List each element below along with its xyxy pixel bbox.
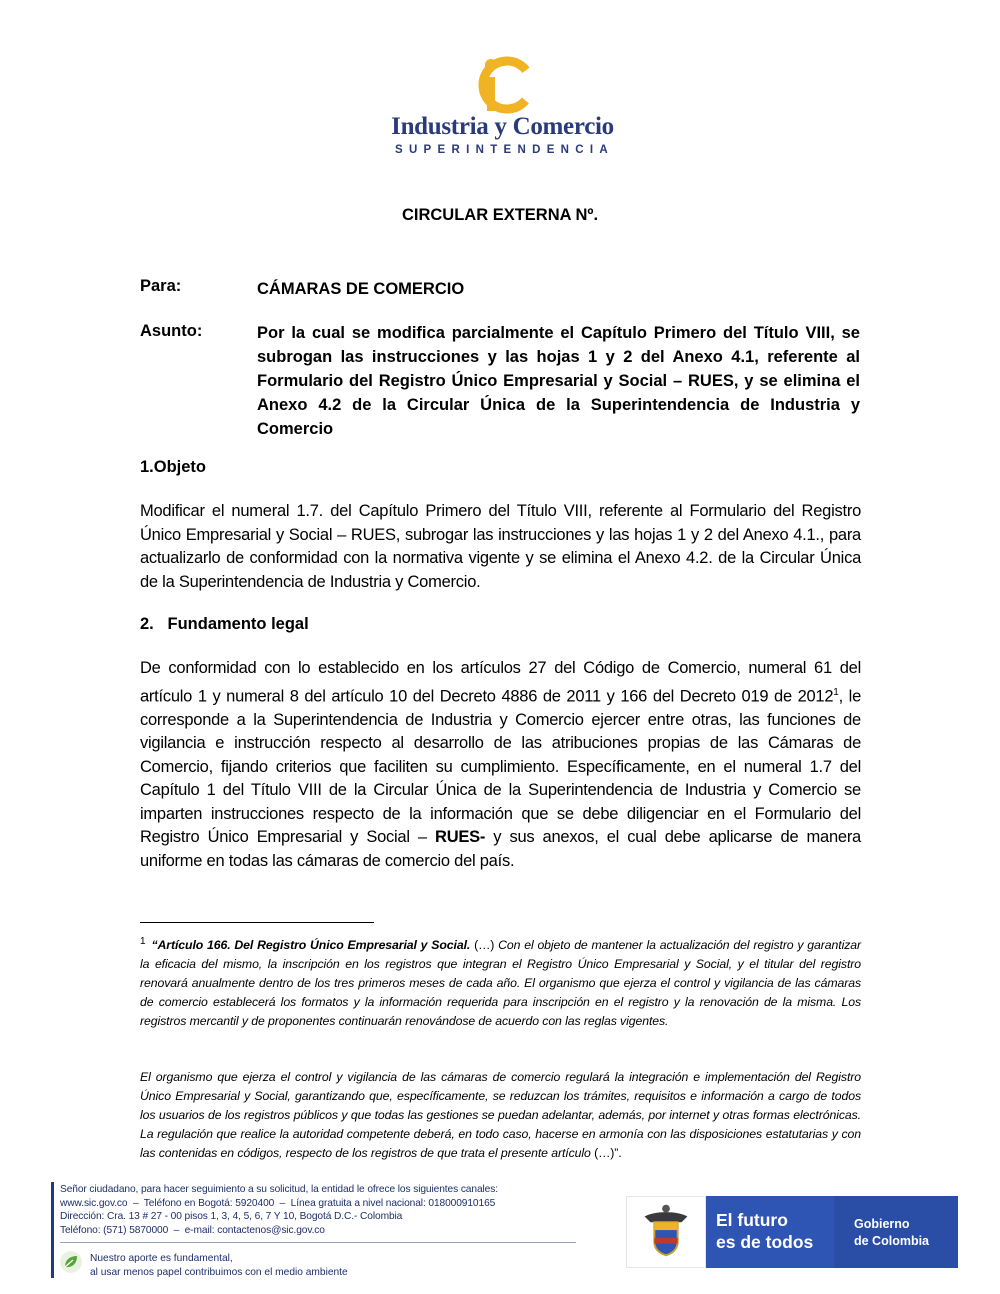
footnote-paragraph-1 <box>140 933 861 1031</box>
fundamento-text-b: , le corresponde a la Superintendencia de Industria y Comercio ejercer entre otras, las funciones de vigilancia e instrucción respecto al desarrollo de las atribuciones propias de las Cámaras de Comercio, fijando criterios que faciliten su cumplimiento. Específicamente, en el numeral 1.7 del Capítulo 1 del Título VIII de la Circular Única de la Superintendencia de Industria y Comercio se imparten instrucciones respecto de la información que se debe diligenciar en el Formulario del Registro Único Empresarial y Social – <box>140 687 861 846</box>
footnote-end: (…)”. <box>590 1145 622 1160</box>
asunto-value: Por la cual se modifica parcialmente el Capítulo Primero del Título VIII, se subrogan las instrucciones y las hojas 1 y 2 del Anexo 4.1, referente al Formulario del Registro Único Empresarial y Social – RUES, y se elimina el Anexo 4.2 de la Circular Única de la Superintendencia de Industria y Comercio <box>257 324 860 438</box>
footnote-reference[interactable]: 1 <box>833 686 839 698</box>
footnote-text-2: El organismo que ejerza el control y vigilancia de las cámaras de comercio regulará la integración e implementación del Registro Único Empresarial y Social, garantizando que, específicamente, se reduzcan los trámites, requisitos e información a cargo de todos los usuarios de los registros públicos y que todas las gestiones se puedan adelantar, además, por internet y otras formas electrónicas. La regulación que realice la autoridad competente deberá, en todo caso, hacerse en armonía con las disposiciones estatutarias y con las contenidas en códigos, respecto de los registros de que trata el presente artículo <box>140 1070 861 1160</box>
fundamento-text-c: y sus anexos, el cual debe aplicarse de manera uniforme en todas las cámaras de comercio del país. <box>140 828 861 870</box>
footnote-paragraph-2 <box>140 1068 861 1163</box>
footnote-text-1: Con el objeto de mantener la actualización del registro y garantizar la eficacia del mismo, la inscripción en los registros que integran el Registro Único Empresarial y Social, y el titular del registro renovará anualmente dentro de los tres primeros meses de cada año. El organismo que ejerza el control y vigilancia de las cámaras de comercio establecerá los formatos y la información requerida para inscripción en el registro y la renovación de la misma. Los registros mercantil y de proponentes continuarán renovándose de acuerdo con las reglas vigentes. <box>140 938 861 1028</box>
page-title: CIRCULAR EXTERNA Nº. <box>401 206 599 224</box>
gov-name <box>834 1196 958 1268</box>
sic-logo <box>385 55 620 160</box>
page-footer <box>0 1180 1000 1294</box>
para-value: CÁMARAS DE COMERCIO <box>257 280 465 298</box>
footnote-title: “Artículo 166. Del Registro Único Empresarial y Social. <box>151 938 471 952</box>
footer-contact <box>60 1183 498 1237</box>
footnote-separator <box>140 922 374 923</box>
leaf-icon <box>60 1251 82 1273</box>
gov-slogan-line-2: es de todos <box>716 1232 814 1252</box>
section-heading-fundamento: 2. Fundamento legal <box>140 615 309 633</box>
fundamento-paragraph <box>140 657 861 873</box>
footer-line-4[interactable]: Teléfono: (571) 5870000 – e-mail: contactenos@sic.gov.co <box>60 1224 325 1236</box>
eco-message <box>90 1252 348 1279</box>
footnote-ellipsis: (…) <box>470 938 499 952</box>
gov-name-line-1: Gobierno <box>854 1217 910 1231</box>
asunto-label: Asunto: <box>140 322 203 340</box>
footnote-number: 1 <box>140 936 146 947</box>
footer-accent-bar <box>51 1182 54 1278</box>
gov-slogan <box>706 1196 834 1268</box>
logo-name: Industria y Comercio <box>391 113 614 140</box>
fundamento-bold: RUES- <box>435 828 486 846</box>
eco-line-2: al usar menos papel contribuimos con el medio ambiente <box>90 1266 348 1278</box>
eco-line-1: Nuestro aporte es fundamental, <box>90 1253 233 1264</box>
section-heading-objeto: 1.Objeto <box>140 458 207 476</box>
para-label: Para: <box>140 277 182 295</box>
fundamento-text-a: De conformidad con lo establecido en los artículos 27 del Código de Comercio, numeral 61 del artículo 1 y numeral 8 del artículo 10 del Decreto 4886 de 2011 y 166 del Decreto 019 de 2012 <box>140 659 861 705</box>
footer-line-3: Dirección: Cra. 13 # 27 - 00 pisos 1, 3, 4, 5, 6, 7 Y 10, Bogotá D.C.- Colombia <box>60 1211 403 1222</box>
footer-line-1: Señor ciudadano, para hacer seguimiento a su solicitud, la entidad le ofrece los siguientes canales: <box>60 1184 498 1195</box>
gobierno-banner <box>626 1196 958 1268</box>
logo-subtitle: SUPERINTENDENCIA <box>394 144 614 156</box>
gov-slogan-line-1: El futuro <box>716 1210 788 1230</box>
objeto-paragraph: Modificar el numeral 1.7. del Capítulo Primero del Título VIII, referente al Formulario del Registro Único Empresarial y Social – RUES, subrogar las instrucciones y las hojas 1 y 2 del Anexo 4.1., para actualizarlo de conformidad con la normativa vigente y se elimina el Anexo 4.2. de la Circular Única de la Superintendencia de Industria y Comercio. <box>140 502 861 591</box>
footer-divider <box>60 1242 576 1243</box>
colombia-seal-icon <box>626 1196 706 1268</box>
sic-logo-mark-icon <box>473 55 535 115</box>
footer-line-2[interactable]: www.sic.gov.co – Teléfono en Bogotá: 5920400 – Línea gratuita a nivel nacional: 018000910165 <box>60 1197 496 1209</box>
gov-name-line-2: de Colombia <box>854 1234 930 1248</box>
